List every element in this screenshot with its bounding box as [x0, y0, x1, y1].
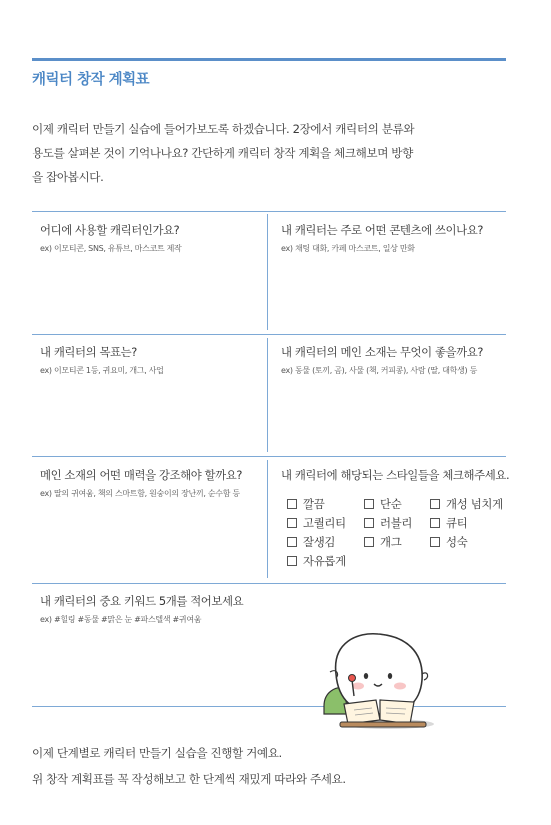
style-label: 개성 넘치게 — [446, 497, 503, 511]
plan-cell-goal — [40, 344, 164, 376]
style-label: 잘생김 — [303, 535, 336, 549]
checkbox[interactable] — [287, 537, 297, 547]
style-label: 자유롭게 — [303, 554, 346, 568]
style-option[interactable] — [430, 534, 467, 550]
question-text: 내 캐릭터의 메인 소재는 무엇이 좋을까요? — [281, 345, 484, 359]
question-text: 내 캐릭터의 중요 키워드 5개를 적어보세요 — [40, 594, 244, 608]
example-text: ex) 채팅 대화, 카페 마스코트, 일상 만화 — [281, 244, 415, 253]
table-rule — [32, 334, 506, 335]
checkbox[interactable] — [430, 499, 440, 509]
table-rule — [32, 456, 506, 457]
style-option[interactable] — [430, 515, 467, 531]
style-label: 고퀄리티 — [303, 516, 346, 530]
style-option[interactable] — [364, 496, 401, 512]
style-label: 개그 — [380, 535, 402, 549]
intro-line: 용도를 살펴본 것이 기억나나요? 간단하게 캐릭터 창작 계획을 체크해보며 방향 — [32, 146, 413, 160]
example-text: ex) 이모티콘 1등, 귀요미, 개그, 사업 — [40, 366, 164, 375]
checkbox[interactable] — [364, 537, 374, 547]
table-divider — [267, 460, 268, 578]
example-text: ex) 딸의 귀여움, 책의 스마트함, 원숭이의 장난끼, 순수함 등 — [40, 489, 240, 498]
checkbox[interactable] — [287, 499, 297, 509]
title-rule — [32, 58, 506, 61]
style-option[interactable] — [364, 515, 412, 531]
question-text: 내 캐릭터의 목표는? — [40, 345, 137, 359]
question-text: 메인 소재의 어떤 매력을 강조해야 할까요? — [40, 468, 243, 482]
outro-line: 위 창작 계획표를 꼭 작성해보고 한 단계씩 재밌게 따라와 주세요. — [32, 772, 346, 786]
outro-paragraph — [32, 740, 346, 792]
plan-cell-style — [281, 467, 509, 483]
intro-line: 이제 캐릭터 만들기 실습에 들어가보도록 하겠습니다. 2장에서 캐릭터의 분류와 — [32, 122, 415, 136]
style-option[interactable] — [364, 534, 401, 550]
style-option[interactable] — [430, 496, 503, 512]
checkbox[interactable] — [430, 518, 440, 528]
example-text: ex) 이모티콘, SNS, 유튜브, 마스코트 제작 — [40, 244, 182, 253]
plan-cell-keywords — [40, 593, 243, 625]
question-text: 어디에 사용할 캐릭터인가요? — [40, 223, 180, 237]
style-option[interactable] — [287, 515, 346, 531]
table-divider — [267, 214, 268, 330]
plan-cell-charm — [40, 467, 242, 499]
question-text: 내 캐릭터는 주로 어떤 콘텐츠에 쓰이나요? — [281, 223, 484, 237]
style-option[interactable] — [287, 534, 335, 550]
style-label: 단순 — [380, 497, 402, 511]
style-option[interactable] — [287, 496, 324, 512]
plan-cell-content — [281, 222, 483, 254]
character-reading-illustration — [318, 630, 438, 730]
style-label: 러블리 — [380, 516, 413, 530]
style-label: 깔끔 — [303, 497, 325, 511]
intro-paragraph — [32, 117, 512, 189]
checkbox[interactable] — [364, 518, 374, 528]
outro-line: 이제 단계별로 캐릭터 만들기 실습을 진행할 거예요. — [32, 746, 282, 760]
style-label: 큐티 — [446, 516, 468, 530]
example-text: ex) 동물 (토끼, 곰), 사물 (책, 커피콩), 사람 (딸, 대학생) 등 — [281, 366, 478, 375]
plan-cell-main-subject — [281, 344, 483, 376]
style-option[interactable] — [287, 553, 346, 569]
page-title: 캐릭터 창작 계획표 — [32, 72, 150, 88]
table-rule — [32, 583, 506, 584]
example-text: ex) #힐링 #동물 #맑은 눈 #파스텔색 #귀여움 — [40, 615, 202, 624]
intro-line: 을 잡아봅시다. — [32, 170, 104, 184]
plan-cell-usage — [40, 222, 181, 254]
checkbox[interactable] — [430, 537, 440, 547]
question-text: 내 캐릭터에 해당되는 스타일들을 체크해주세요. — [281, 468, 510, 482]
table-divider — [267, 338, 268, 452]
style-label: 성숙 — [446, 535, 468, 549]
table-rule — [32, 211, 506, 212]
checkbox[interactable] — [287, 556, 297, 566]
checkbox[interactable] — [287, 518, 297, 528]
checkbox[interactable] — [364, 499, 374, 509]
